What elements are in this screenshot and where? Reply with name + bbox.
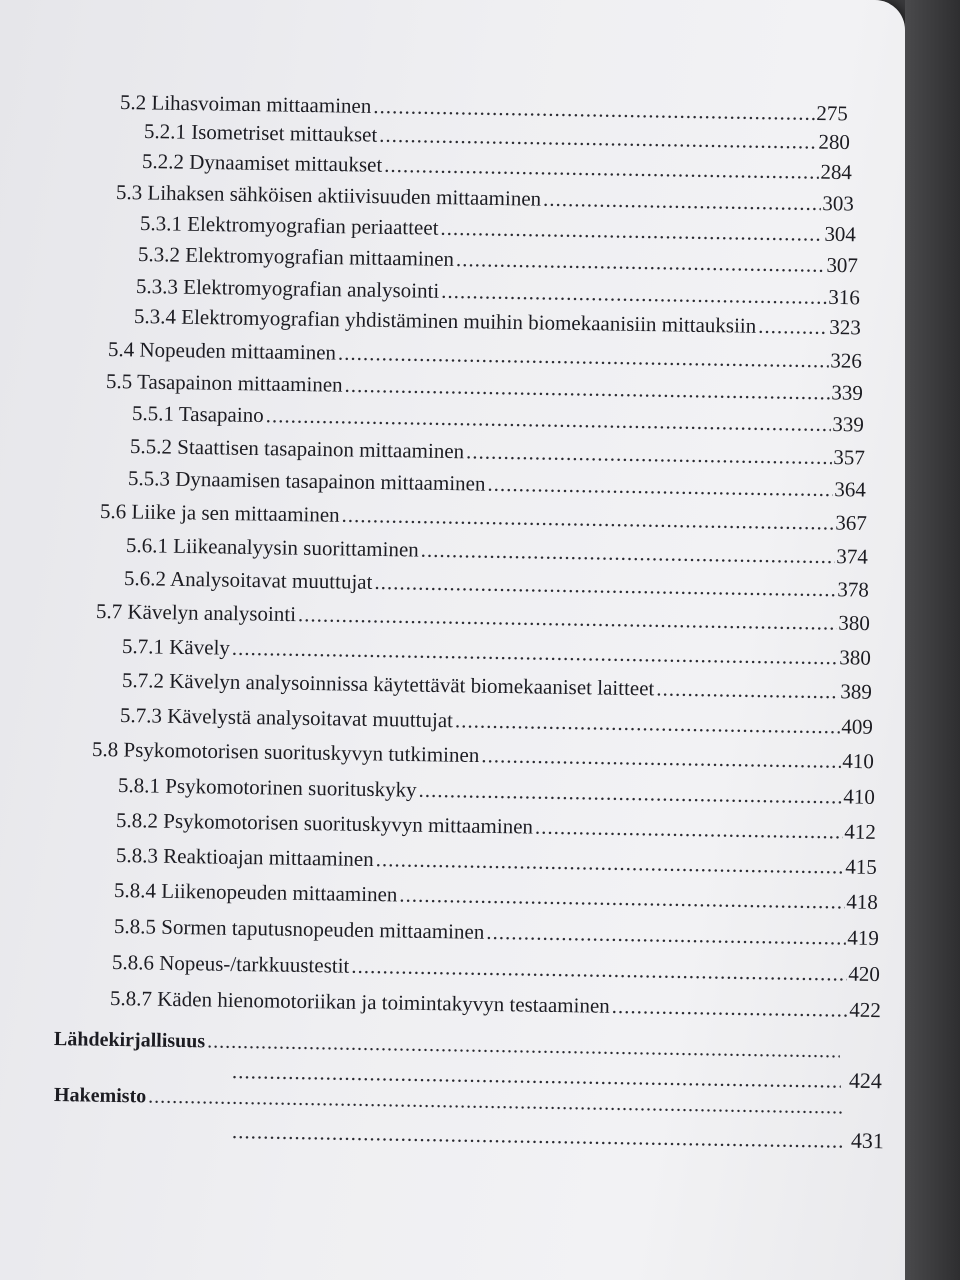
toc-entry-title: 5.8 Psykomotorisen suorituskyvyn tutkiminen xyxy=(91,737,480,768)
toc-entry-title: 5.8.6 Nopeus-/tarkkuustestit xyxy=(111,950,350,978)
toc-entry-page: 326 xyxy=(830,348,863,373)
dot-leader xyxy=(344,373,829,406)
dot-leader xyxy=(456,247,825,278)
toc-entry-title: 5.6.2 Analysoitavat muuttujat xyxy=(123,566,373,594)
toc-entry-page: 380 xyxy=(839,645,872,670)
toc-entry-page: 378 xyxy=(837,577,870,602)
toc-entry-title: 5.5 Tasapainon mittaaminen xyxy=(105,369,343,397)
toc-entry xyxy=(142,149,852,185)
toc-entry-page: 419 xyxy=(847,925,880,951)
toc-entry-title: 5.5.2 Staattisen tasapainon mittaaminen xyxy=(129,434,465,464)
toc-entry-page: 323 xyxy=(829,314,862,340)
toc-entry xyxy=(100,499,867,536)
dot-leader xyxy=(384,153,819,185)
toc-entry xyxy=(110,986,881,1023)
toc-entry-title: 5.8.7 Käden hienomotoriikan ja toimintakyvyn testaaminen xyxy=(109,986,610,1018)
toc-entry-title: 5.6 Liike ja sen mittaaminen xyxy=(99,499,340,527)
toc-entry-page: 412 xyxy=(844,819,877,844)
toc-entry-title: 5.5.3 Dynaamisen tasapainon mittaaminen xyxy=(127,466,486,496)
toc-entry-title: 5.3 Lihaksen sähköisen aktiivisuuden mittaaminen xyxy=(115,180,542,211)
toc-entry xyxy=(114,914,879,951)
toc-entry-page: 357 xyxy=(833,445,866,470)
dot-leader xyxy=(338,341,829,374)
toc-entry xyxy=(124,566,869,603)
dot-leader xyxy=(351,954,846,987)
toc-entry-title: 5.8.5 Sormen taputusnopeuden mittaaminen xyxy=(113,914,485,944)
toc-entry-page: 410 xyxy=(842,748,875,774)
toc-entry-title: 5.4 Nopeuden mittaaminen xyxy=(107,337,337,365)
toc-entry-page: 424 xyxy=(848,1067,883,1094)
toc-entry xyxy=(118,773,875,810)
dot-leader xyxy=(421,538,835,569)
toc-entry xyxy=(116,843,877,880)
dot-leader xyxy=(466,439,832,470)
dot-leader xyxy=(341,503,833,536)
toc-entry-page: 422 xyxy=(849,997,882,1023)
toc-entry-page: 339 xyxy=(831,380,864,405)
dot-leader xyxy=(612,994,848,1023)
dot-leader xyxy=(374,570,835,602)
toc-entry-page: 374 xyxy=(836,544,869,569)
dot-leader xyxy=(232,636,838,671)
dot-leader xyxy=(481,743,841,774)
toc-entry-page: 364 xyxy=(834,477,867,502)
dot-leader xyxy=(441,279,827,310)
toc-entry xyxy=(126,533,868,570)
toc-entry-page: 420 xyxy=(848,961,881,987)
toc-entry-title: 5.7.1 Kävely xyxy=(121,634,231,660)
dot-leader xyxy=(265,403,830,437)
dot-leader xyxy=(543,187,821,216)
toc-entry-page: 284 xyxy=(820,159,853,185)
toc-entry-title: 5.7.2 Kävelyn analysoinnissa käytettävät biomekaaniset laitteet xyxy=(121,668,655,701)
toc-entry-page: 304 xyxy=(824,221,857,247)
toc-entry-page: 380 xyxy=(838,610,871,636)
dot-leader xyxy=(487,472,832,502)
toc-entry-title: 5.3.4 Elektromyografian yhdistäminen muihin biomekaanisiin mittauksiin xyxy=(133,304,757,338)
toc-entry xyxy=(122,668,872,705)
toc-entry-page: 367 xyxy=(835,510,868,536)
toc-entry-page: 280 xyxy=(818,129,851,155)
dot-leader xyxy=(535,815,843,845)
toc-entry xyxy=(122,634,871,671)
toc-entry-page: 410 xyxy=(843,784,876,809)
toc-entry-page: 303 xyxy=(822,191,855,216)
toc-entry-page: 339 xyxy=(832,412,865,437)
toc-entry xyxy=(132,401,864,437)
toc-entry xyxy=(130,434,865,471)
toc-entry xyxy=(114,878,878,915)
toc-entry-title: Lähdekirjallisuus xyxy=(53,1028,206,1053)
toc-entry xyxy=(112,950,880,987)
toc-entry-page: 307 xyxy=(826,252,859,278)
toc-entry-title: 5.3.2 Elektromyografian mittaaminen xyxy=(137,242,455,271)
toc-entry xyxy=(108,337,862,374)
dot-leader xyxy=(758,314,828,340)
toc-entry-title: 5.8.2 Psykomotorisen suorituskyvyn mittaaminen xyxy=(115,808,534,839)
toc-entry-page: 415 xyxy=(845,854,878,879)
toc-entry-title: 5.8.4 Liikenopeuden mittaaminen xyxy=(113,878,398,907)
toc-entry-page: 431 xyxy=(850,1127,885,1154)
toc-entry-title: 5.6.1 Liikeanalyysin suorittaminen xyxy=(125,533,419,562)
toc-entry xyxy=(106,369,863,406)
dot-leader xyxy=(486,920,845,951)
dot-leader xyxy=(376,847,844,879)
toc-entry-page: 316 xyxy=(828,284,861,310)
dot-leader xyxy=(373,94,814,126)
background-surface xyxy=(905,0,960,1280)
toc-entry-title: 5.7 Kävelyn analysointi xyxy=(95,599,297,627)
toc-entry-title: 5.5.1 Tasapaino xyxy=(131,401,264,428)
toc-entry-references xyxy=(54,1028,842,1063)
toc-entry-title: 5.7.3 Kävelystä analysoitavat muuttujat xyxy=(119,703,454,733)
dot-leader xyxy=(418,778,841,810)
dot-leader xyxy=(298,602,837,635)
toc-entry xyxy=(116,180,854,217)
toc-entry-page: 389 xyxy=(840,679,873,704)
dot-leader xyxy=(455,708,840,739)
toc-entry-title: 5.2.2 Dynaamiset mittaukset xyxy=(141,149,383,177)
toc-entry xyxy=(92,737,874,774)
toc-entry-title: 5.8.1 Psykomotorinen suorituskyky xyxy=(117,773,417,802)
toc-entry-title: 5.8.3 Reaktioajan mittaaminen xyxy=(115,843,374,872)
toc-entry-index-leader xyxy=(230,1118,884,1154)
toc-entry xyxy=(96,599,870,636)
toc-entry xyxy=(138,242,858,278)
dot-leader xyxy=(656,676,838,704)
toc-entry-title: 5.3.3 Elektromyografian analysointi xyxy=(135,274,440,303)
toc-entry-page: 275 xyxy=(816,100,849,126)
dot-leader xyxy=(440,216,822,247)
toc-entry-page: 409 xyxy=(841,714,874,739)
toc-entry xyxy=(134,304,861,340)
dot-leader xyxy=(399,882,844,914)
toc-entry-page: 418 xyxy=(846,889,879,914)
toc-entry xyxy=(128,466,866,503)
toc-entry xyxy=(120,703,873,740)
dot-leader xyxy=(232,1119,843,1154)
toc-entry-title: 5.3.1 Elektromyografian periaatteet xyxy=(139,211,439,240)
toc-entry xyxy=(140,211,856,247)
toc-entry-title: Hakemisto xyxy=(53,1084,147,1108)
toc-entry-title: 5.2 Lihasvoiman mittaaminen xyxy=(119,90,372,118)
dot-leader xyxy=(379,123,817,155)
toc-entry xyxy=(116,808,876,845)
toc-entry-title: 5.2.1 Isometriset mittaukset xyxy=(143,119,378,147)
